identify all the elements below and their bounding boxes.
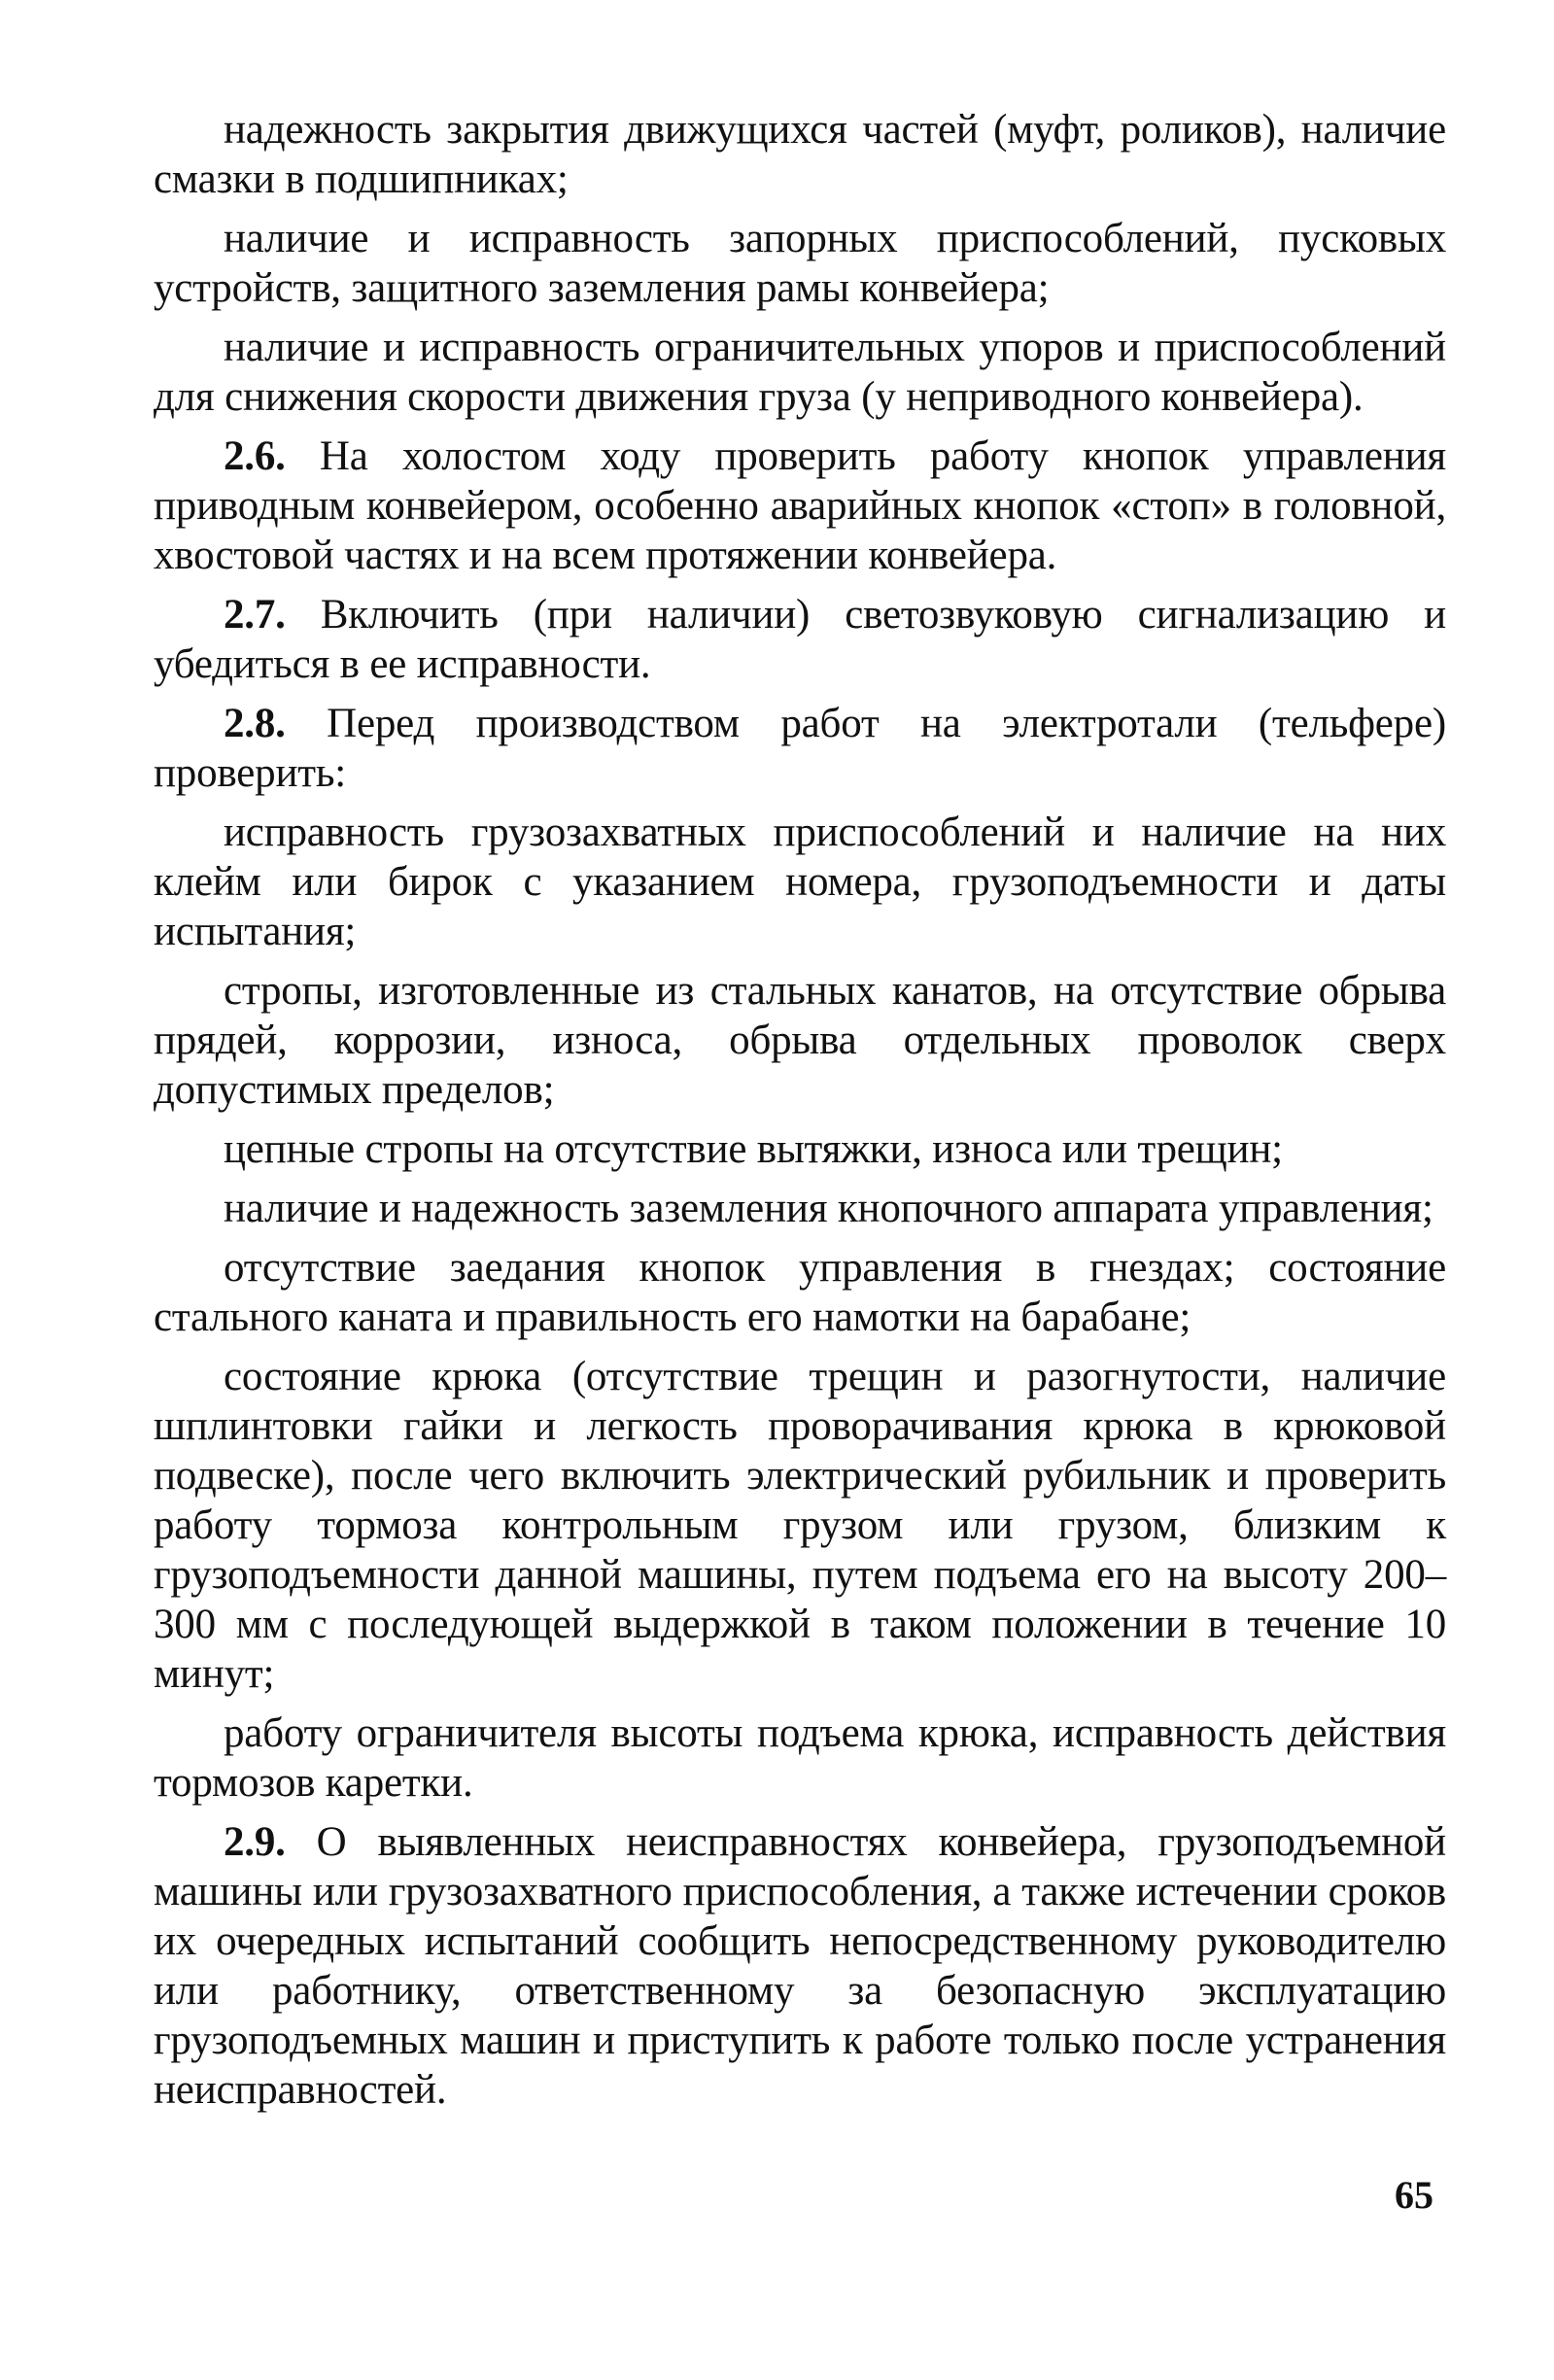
section-paragraph [154,590,1446,689]
section-paragraph [154,699,1446,798]
section-number: 2.6. [224,433,286,479]
paragraph-text: О выявленных неисправностях конвейера, грузоподъемной машины или грузозахватного приспособления, а также истечении сроков их очередных испытаний сообщить непосредственному руководителю или работнику, ответственному за безопасную эксплуатацию грузоподъемных машин и приступить к работе только после устранения неисправностей. [154,1819,1446,2113]
paragraph-text: состояние крюка (отсутствие трещин и разогнутости, наличие шплинтовки гайки и легкость проворачивания крюка в крюковой подвеске), после чего включить электрический рубильник и проверить работу тормоза контрольным грузом или грузом, близким к грузоподъемности данной машины, путем подъема его на высоту 200–300 мм с последующей выдержкой в таком положении в течение 10 минут; [154,1354,1446,1697]
paragraph [154,1352,1446,1699]
paragraph-text: исправность грузозахватных приспособлений и наличие на них клейм или бирок с указанием номера, грузоподъемности и даты испытания; [154,810,1446,954]
paragraph [154,323,1446,422]
paragraph [154,105,1446,204]
paragraph [154,1184,1446,1233]
paragraph-text: наличие и исправность запорных приспособлений, пусковых устройств, защитного заземления рамы конвейера; [154,216,1446,311]
section-paragraph [154,1817,1446,2115]
page-body [154,105,1446,2124]
paragraph-text: На холостом ходу проверить работу кнопок управления приводным конвейером, особенно аварийных кнопок «стоп» в головной, хвостовой частях и на всем протяжении конвейера. [154,433,1446,578]
section-number: 2.9. [224,1819,286,1865]
paragraph-text: Перед производством работ на электротали (тельфере) проверить: [154,701,1446,796]
paragraph [154,214,1446,313]
paragraph-text: надежность закрытия движущихся частей (муфт, роликов), наличие смазки в подшипниках; [154,107,1446,202]
section-paragraph [154,431,1446,580]
page-number: 65 [1395,2173,1433,2217]
paragraph [154,1124,1446,1174]
paragraph-text: наличие и исправность ограничительных упоров и приспособлений для снижения скорости движения груза (у неприводного конвейера). [154,325,1446,420]
paragraph-text: Включить (при наличии) светозвуковую сигнализацию и убедиться в ее исправности. [154,592,1446,687]
paragraph-text: цепные стропы на отсутствие вытяжки, износа или трещин; [224,1126,1283,1172]
paragraph [154,1708,1446,1808]
paragraph [154,1243,1446,1342]
section-number: 2.8. [224,701,286,746]
paragraph [154,966,1446,1115]
paragraph-text: стропы, изготовленные из стальных канатов, на отсутствие обрыва прядей, коррозии, износа, обрыва отдельных проволок сверх допустимых пределов; [154,968,1446,1113]
paragraph-text: работу ограничителя высоты подъема крюка, исправность действия тормозов каретки. [154,1710,1446,1806]
paragraph-text: отсутствие заедания кнопок управления в гнездах; состояние стального каната и правильность его намотки на барабане; [154,1245,1446,1340]
section-number: 2.7. [224,592,286,638]
paragraph [154,808,1446,956]
paragraph-text: наличие и надежность заземления кнопочного аппарата управления; [224,1186,1433,1231]
